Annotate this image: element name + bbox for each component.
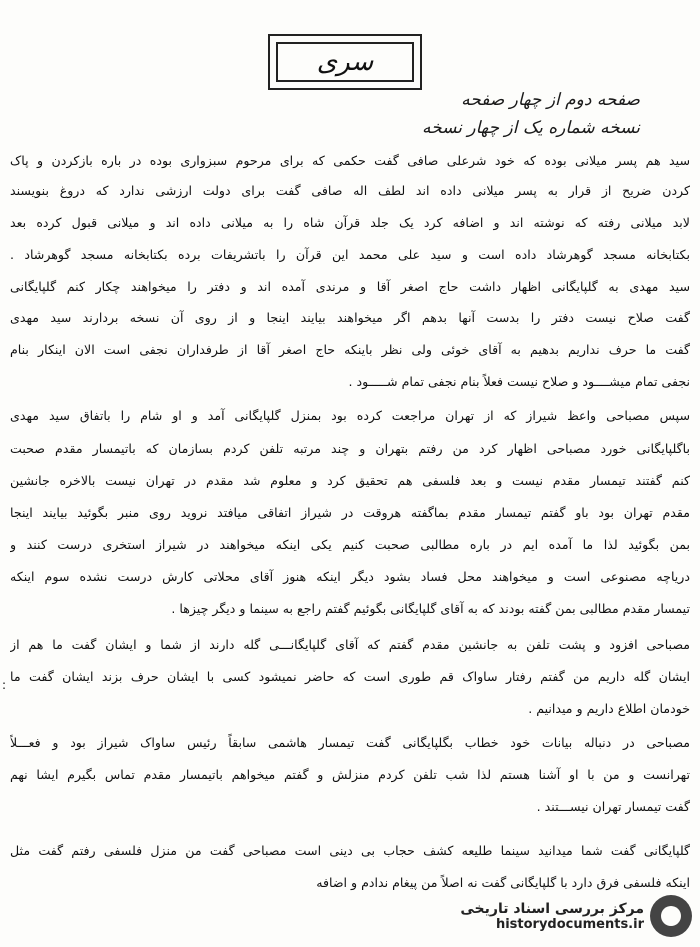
text-line: گفت ما حرف نداریم بدهیم به آقای خوئی ولی نظر باینکه حاج اصغر آقا از طرفداران نجفی است الان اینکار بنام [10,342,690,357]
classification-stamp [268,34,422,90]
text-line: بکتابخانه مسجد گوهرشاد داده است و سید علی محمد این قرآن را باتشریفات برده بکتابخانه مسجد گوهرشاد . [10,247,690,262]
watermark-url: historydocuments.ir [495,916,644,932]
text-line: ایشان گله داریم من گفتم رفتار ساواک قم طوری است که حاضر نمیشود کسی با ایشان حرف بزند ایشان گفت ما [10,669,690,684]
text-line: نجفی تمام میشــــود و صلاح نیست فعلاً بنام نجفی تمام شـــــود . [348,374,690,389]
text-line: باگلپایگانی خورد مصباحی اظهار کرد من رفتم بتهران و چند مرتبه تلفن کردم بسازمان که باتیمسار مقدم صحبت [10,441,690,456]
text-line: مصباحی در دنباله بیانات خود خطاب بگلپایگانی گفت تیمسار هاشمی سابقاً رئیس ساواک شیراز بود و فعـــلاً [10,735,690,750]
text-line: دریاچه مصنوعی است و میخواهند محل فساد بشود دیگر اینکه هنوز آقای محلاتی کارش درست نشده سوم اینکه [10,569,690,584]
text-line: تیمسار مقدم مطالبی بمن گفته بودند که به آقای گلپایگانی بگوئیم گفتم راجع به سینما و دیگر چیزها . [171,601,690,616]
text-line: خودمان اطلاع داریم و میدانیم . [528,701,690,716]
text-line: مصباحی افزود و پشت تلفن به جانشین مقدم گفتم که آقای گلپایگانـــی گله دارند از شما و ایشان گفت ما هم از [10,637,690,652]
text-line: سید مهدی به گلپایگانی اظهار داشت حاج اصغر آقا و مرندی آمده اند و دفتر را میخواهند چکار کنم گلپایگانی [10,279,690,294]
classification-title: سری [276,42,414,82]
watermark [390,892,692,940]
text-line: کنم گفتند تیمسار مقدم نیست و بعد فلسفی هم تحقیق کرد و معلوم شد مقدم در تهران نیست بالاخره جانشین [10,473,690,488]
text-line: بمن بگوئید لذا ما آمده ایم در باره مطالبی صحبت کنیم یکی اینکه میخواهند در شیراز استخری درست کنند و [10,537,690,552]
text-line: کردن ضریح از قرار به پسر میلانی داده اند لطف اله صافی گفت برای دولت ارزشی ندارد که دروغ بنویسند [10,183,690,198]
text-line: گفت صلاح نیست دفتر را بدست آنها بدهم اگر میخواهند بیایند اینجا و از روی آن نسخه بردارند سید مهدی [10,310,690,325]
handwritten-note [380,86,640,142]
text-line: لابد میلانی رفته که نوشته اند و اضافه کرد یک جلد قرآن شاه را به میلانی داده اند و میلانی قبول کرده بعد [10,215,690,230]
margin-mark: : [2,678,7,692]
text-line: گلپایگانی گفت شما میدانید سینما طلیعه کشف حجاب بی دینی است مصباحی گفت من منزل فلسفی رفتم گفت مثل [10,843,690,858]
text-line: مقدم تهران بود باو گفتم تیمسار مقدم بماگفته هروقت در شیراز اتفاقی میافتد نروید روی منبر بگوئید بیایند اینجا [10,505,690,520]
text-line: گفت تیمسار تهران نیســـتند . [536,799,690,814]
text-line: سید هم پسر میلانی بوده که خود شرعلی صافی گفت حکمی که برای مرحوم سبزواری بوده در باره بازکردن و پاک [10,153,690,168]
watermark-title: مرکز بررسی اسناد تاریخی [460,900,644,917]
text-line: تهرانست و من با او آشنا هستم لذا شب تلفن کردم منزلش و گفتم میخواهم باتیمسار مقدم تماس بگیرم ایشا نهم [10,767,690,782]
archive-logo-icon [650,895,692,937]
watermark-text [460,901,644,932]
handwritten-line: نسخه شماره یک از چهار نسخه [422,118,640,138]
text-line: اینکه فلسفی فرق دارد با گلپایگانی گفت نه اصلاً من پیغام ندادم و اضافه [316,875,690,890]
handwritten-line: صفحه دوم از چهار صفحه [461,90,640,110]
text-line: سپس مصباحی واعظ شیراز که از تهران مراجعت کرده بود بمنزل گلپایگانی آمد و او شام را باتفاق سید مهدی [10,408,690,423]
